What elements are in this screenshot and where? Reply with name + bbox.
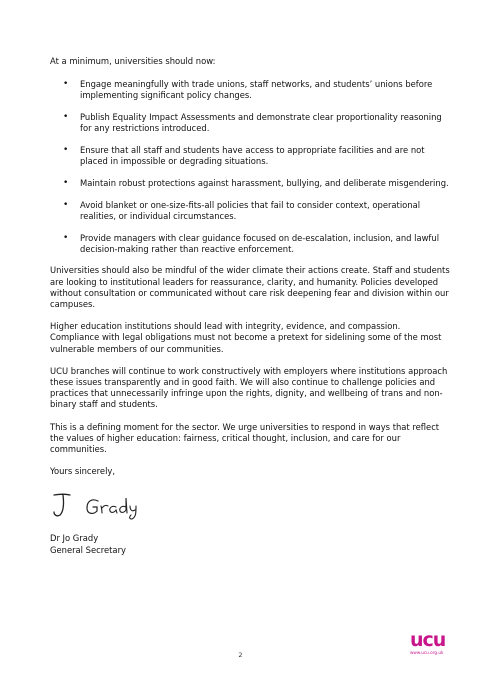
recommendations-list [50, 79, 450, 255]
bullet-icon: • [63, 232, 69, 243]
list-item [50, 233, 450, 255]
bullet-icon: • [63, 79, 69, 90]
body-paragraph: Universities should also be mindful of the wider climate their actions create. Staff and students are looking to institutional leaders for reassurance, clarity, and humanity. Policies developed without consultation or communicated without care risk deepening fear and division within our campuses. [50, 265, 450, 310]
page-number: 2 [238, 651, 243, 659]
bullet-icon: • [63, 199, 69, 210]
closing-salutation: Yours sincerely, [50, 466, 116, 477]
list-item [50, 178, 450, 189]
logo-url: www.ucu.org.uk [410, 650, 444, 655]
list-item-text: Publish Equality Impact Assessments and demonstrate clear proportionality reasoning for any restrictions introduced. [80, 112, 442, 134]
list-item-text: Maintain robust protections against harassment, bullying, and deliberate misgendering. [80, 177, 449, 188]
list-item-text: Provide managers with clear guidance focused on de-escalation, inclusion, and lawful decision-making rather than reactive enforcement. [80, 232, 440, 254]
intro-text: At a minimum, universities should now: [50, 56, 216, 66]
ucu-logo [410, 629, 460, 655]
signatory-title: General Secretary [50, 544, 126, 555]
body-paragraph: This is a defining moment for the sector. We urge universities to respond in ways that reflect the values of higher education: fairness, critical thought, inclusion, and care for our communities. [50, 421, 440, 455]
list-item [50, 112, 450, 134]
logo-wordmark: ucu [410, 629, 446, 651]
handwritten-signature [50, 489, 170, 521]
bullet-icon: • [63, 145, 69, 156]
list-item-text: Avoid blanket or one-size-fits-all policies that fail to consider context, operational realities, or individual circumstances. [80, 199, 421, 221]
bullet-icon: • [63, 177, 69, 188]
list-item [50, 200, 450, 222]
letter-body [50, 56, 450, 556]
list-item [50, 79, 450, 101]
bullet-icon: • [63, 112, 69, 123]
body-paragraph: Higher education institutions should lead with integrity, evidence, and compassion. Compliance with legal obligations must not become a pretext for sidelining some of the most vulnerable members of our communities. [50, 321, 442, 354]
signatory-name: Dr Jo Grady [50, 533, 99, 544]
list-item [50, 145, 450, 167]
list-item-text: Engage meaningfully with trade unions, staff networks, and students’ unions before implementing significant policy changes. [80, 79, 433, 101]
list-item-text: Ensure that all staff and students have access to appropriate facilities and are not placed in impossible or degrading situations. [80, 145, 425, 167]
body-paragraph: UCU branches will continue to work constructively with employers where institutions approach these issues transparently and in good faith. We will also continue to challenge policies and practices that unnecessarily infringe upon the rights, dignity, and wellbeing of trans and non-binary staff and students. [50, 365, 448, 410]
